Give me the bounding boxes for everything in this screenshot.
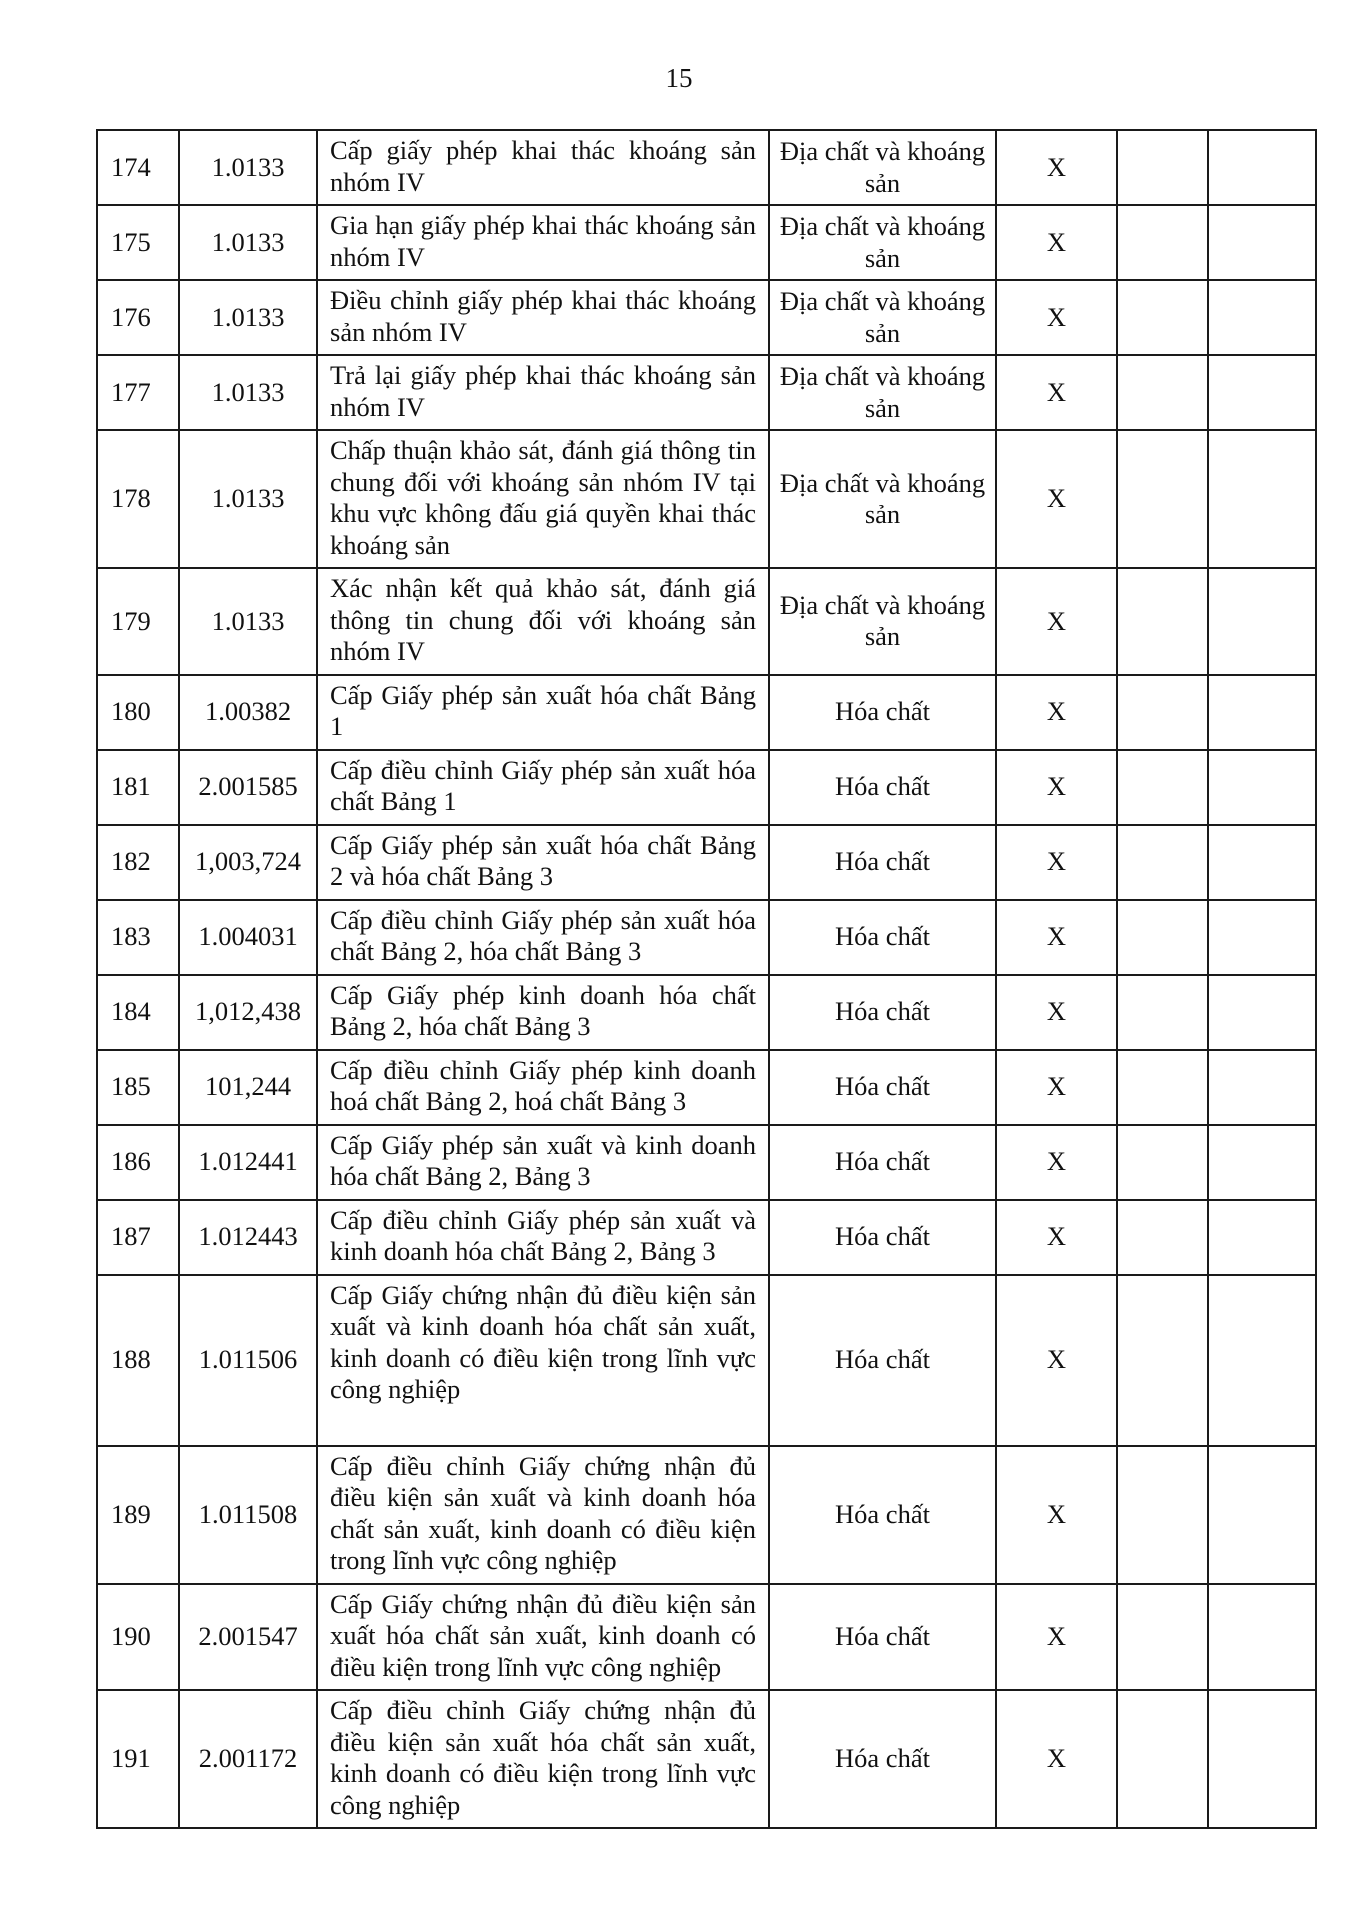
procedure-name: Cấp Giấy phép sản xuất hóa chất Bảng 1 [317, 675, 769, 750]
procedure-field: Hóa chất [769, 900, 996, 975]
row-number: 176 [97, 280, 179, 355]
table-row [97, 975, 1316, 1050]
empty-cell [1117, 430, 1208, 568]
empty-cell [1117, 825, 1208, 900]
applicability-mark: X [996, 1125, 1117, 1200]
procedure-field: Hóa chất [769, 1275, 996, 1446]
empty-cell [1117, 205, 1208, 280]
procedure-name: Cấp điều chỉnh Giấy phép sản xuất hóa chất Bảng 2, hóa chất Bảng 3 [317, 900, 769, 975]
procedure-field: Hóa chất [769, 1584, 996, 1691]
empty-cell [1208, 280, 1316, 355]
empty-cell [1208, 900, 1316, 975]
procedure-field: Hóa chất [769, 675, 996, 750]
procedure-code: 1.0133 [179, 280, 317, 355]
empty-cell [1208, 1446, 1316, 1584]
procedure-field: Hóa chất [769, 750, 996, 825]
procedure-name: Gia hạn giấy phép khai thác khoáng sản nhóm IV [317, 205, 769, 280]
row-number: 184 [97, 975, 179, 1050]
empty-cell [1208, 430, 1316, 568]
table-row [97, 1446, 1316, 1584]
row-number: 181 [97, 750, 179, 825]
procedure-field: Hóa chất [769, 1050, 996, 1125]
empty-cell [1117, 568, 1208, 675]
procedure-code: 1.0133 [179, 130, 317, 205]
row-number: 189 [97, 1446, 179, 1584]
procedure-name: Cấp Giấy chứng nhận đủ điều kiện sản xuất và kinh doanh hóa chất sản xuất, kinh doanh có điều kiện trong lĩnh vực công nghiệp [317, 1275, 769, 1446]
procedure-field: Địa chất và khoáng sản [769, 280, 996, 355]
procedure-code: 1.012441 [179, 1125, 317, 1200]
table-row [97, 430, 1316, 568]
row-number: 188 [97, 1275, 179, 1446]
applicability-mark: X [996, 1275, 1117, 1446]
row-number: 187 [97, 1200, 179, 1275]
procedure-code: 2.001547 [179, 1584, 317, 1691]
empty-cell [1208, 1125, 1316, 1200]
table-row [97, 280, 1316, 355]
procedure-name: Cấp điều chỉnh Giấy chứng nhận đủ điều kiện sản xuất hóa chất sản xuất, kinh doanh có điều kiện trong lĩnh vực công nghiệp [317, 1690, 769, 1828]
procedure-name: Cấp điều chỉnh Giấy phép kinh doanh hoá chất Bảng 2, hoá chất Bảng 3 [317, 1050, 769, 1125]
procedure-field: Hóa chất [769, 1200, 996, 1275]
table-row [97, 568, 1316, 675]
procedure-table [96, 129, 1317, 1829]
empty-cell [1117, 1690, 1208, 1828]
applicability-mark: X [996, 1200, 1117, 1275]
empty-cell [1117, 280, 1208, 355]
procedure-name: Cấp điều chỉnh Giấy phép sản xuất và kinh doanh hóa chất Bảng 2, Bảng 3 [317, 1200, 769, 1275]
row-number: 180 [97, 675, 179, 750]
table-row [97, 1690, 1316, 1828]
procedure-name: Cấp Giấy phép sản xuất hóa chất Bảng 2 và hóa chất Bảng 3 [317, 825, 769, 900]
procedure-name: Điều chỉnh giấy phép khai thác khoáng sản nhóm IV [317, 280, 769, 355]
procedure-name: Trả lại giấy phép khai thác khoáng sản nhóm IV [317, 355, 769, 430]
procedure-field: Địa chất và khoáng sản [769, 355, 996, 430]
table-row [97, 1125, 1316, 1200]
empty-cell [1117, 675, 1208, 750]
empty-cell [1117, 1200, 1208, 1275]
applicability-mark: X [996, 1690, 1117, 1828]
table-row [97, 1050, 1316, 1125]
empty-cell [1117, 1050, 1208, 1125]
empty-cell [1208, 1275, 1316, 1446]
procedure-field: Địa chất và khoáng sản [769, 130, 996, 205]
empty-cell [1117, 975, 1208, 1050]
procedure-code: 2.001585 [179, 750, 317, 825]
procedure-code: 1.0133 [179, 568, 317, 675]
empty-cell [1117, 130, 1208, 205]
table-row [97, 675, 1316, 750]
page-number: 15 [665, 63, 693, 93]
empty-cell [1117, 900, 1208, 975]
empty-cell [1117, 1275, 1208, 1446]
applicability-mark: X [996, 1446, 1117, 1584]
empty-cell [1208, 205, 1316, 280]
procedure-name: Cấp Giấy phép kinh doanh hóa chất Bảng 2, hóa chất Bảng 3 [317, 975, 769, 1050]
empty-cell [1117, 750, 1208, 825]
applicability-mark: X [996, 355, 1117, 430]
procedure-code: 1.011506 [179, 1275, 317, 1446]
procedure-name: Cấp giấy phép khai thác khoáng sản nhóm IV [317, 130, 769, 205]
empty-cell [1117, 1125, 1208, 1200]
applicability-mark: X [996, 430, 1117, 568]
empty-cell [1208, 825, 1316, 900]
procedure-name: Xác nhận kết quả khảo sát, đánh giá thông tin chung đối với khoáng sản nhóm IV [317, 568, 769, 675]
applicability-mark: X [996, 750, 1117, 825]
procedure-code: 1,003,724 [179, 825, 317, 900]
row-number: 190 [97, 1584, 179, 1691]
procedure-code: 1.0133 [179, 205, 317, 280]
row-number: 186 [97, 1125, 179, 1200]
row-number: 191 [97, 1690, 179, 1828]
applicability-mark: X [996, 205, 1117, 280]
row-number: 182 [97, 825, 179, 900]
row-number: 183 [97, 900, 179, 975]
procedure-code: 101,244 [179, 1050, 317, 1125]
table-body [97, 130, 1316, 1828]
procedure-code: 1.0133 [179, 430, 317, 568]
procedure-field: Địa chất và khoáng sản [769, 205, 996, 280]
empty-cell [1208, 1584, 1316, 1691]
row-number: 174 [97, 130, 179, 205]
table-row [97, 355, 1316, 430]
procedure-code: 1.011508 [179, 1446, 317, 1584]
table-row [97, 1584, 1316, 1691]
empty-cell [1208, 750, 1316, 825]
empty-cell [1208, 355, 1316, 430]
row-number: 185 [97, 1050, 179, 1125]
empty-cell [1208, 1050, 1316, 1125]
procedure-field: Hóa chất [769, 975, 996, 1050]
empty-cell [1208, 130, 1316, 205]
procedure-name: Cấp Giấy phép sản xuất và kinh doanh hóa chất Bảng 2, Bảng 3 [317, 1125, 769, 1200]
table-row [97, 1200, 1316, 1275]
row-number: 179 [97, 568, 179, 675]
row-number: 175 [97, 205, 179, 280]
table-row [97, 825, 1316, 900]
empty-cell [1208, 1690, 1316, 1828]
empty-cell [1117, 1446, 1208, 1584]
procedure-code: 1,012,438 [179, 975, 317, 1050]
procedure-name: Cấp Giấy chứng nhận đủ điều kiện sản xuất hóa chất sản xuất, kinh doanh có điều kiện trong lĩnh vực công nghiệp [317, 1584, 769, 1691]
procedure-field: Địa chất và khoáng sản [769, 568, 996, 675]
applicability-mark: X [996, 280, 1117, 355]
procedure-name: Chấp thuận khảo sát, đánh giá thông tin chung đối với khoáng sản nhóm IV tại khu vực không đấu giá quyền khai thác khoáng sản [317, 430, 769, 568]
procedure-code: 1.004031 [179, 900, 317, 975]
table-row [97, 130, 1316, 205]
empty-cell [1208, 1200, 1316, 1275]
table-row [97, 205, 1316, 280]
row-number: 178 [97, 430, 179, 568]
table-row [97, 900, 1316, 975]
procedure-name: Cấp điều chỉnh Giấy phép sản xuất hóa chất Bảng 1 [317, 750, 769, 825]
applicability-mark: X [996, 1584, 1117, 1691]
procedure-field: Địa chất và khoáng sản [769, 430, 996, 568]
procedure-field: Hóa chất [769, 1690, 996, 1828]
applicability-mark: X [996, 568, 1117, 675]
procedure-field: Hóa chất [769, 1125, 996, 1200]
procedure-field: Hóa chất [769, 825, 996, 900]
applicability-mark: X [996, 675, 1117, 750]
empty-cell [1208, 675, 1316, 750]
empty-cell [1208, 568, 1316, 675]
applicability-mark: X [996, 825, 1117, 900]
applicability-mark: X [996, 1050, 1117, 1125]
procedure-code: 1.012443 [179, 1200, 317, 1275]
procedure-code: 2.001172 [179, 1690, 317, 1828]
procedure-code: 1.00382 [179, 675, 317, 750]
applicability-mark: X [996, 900, 1117, 975]
applicability-mark: X [996, 975, 1117, 1050]
procedure-field: Hóa chất [769, 1446, 996, 1584]
empty-cell [1117, 1584, 1208, 1691]
row-number: 177 [97, 355, 179, 430]
procedure-name: Cấp điều chỉnh Giấy chứng nhận đủ điều kiện sản xuất và kinh doanh hóa chất sản xuất, kinh doanh có điều kiện trong lĩnh vực công nghiệp [317, 1446, 769, 1584]
table-row [97, 1275, 1316, 1446]
table-row [97, 750, 1316, 825]
applicability-mark: X [996, 130, 1117, 205]
empty-cell [1208, 975, 1316, 1050]
empty-cell [1117, 355, 1208, 430]
procedure-code: 1.0133 [179, 355, 317, 430]
